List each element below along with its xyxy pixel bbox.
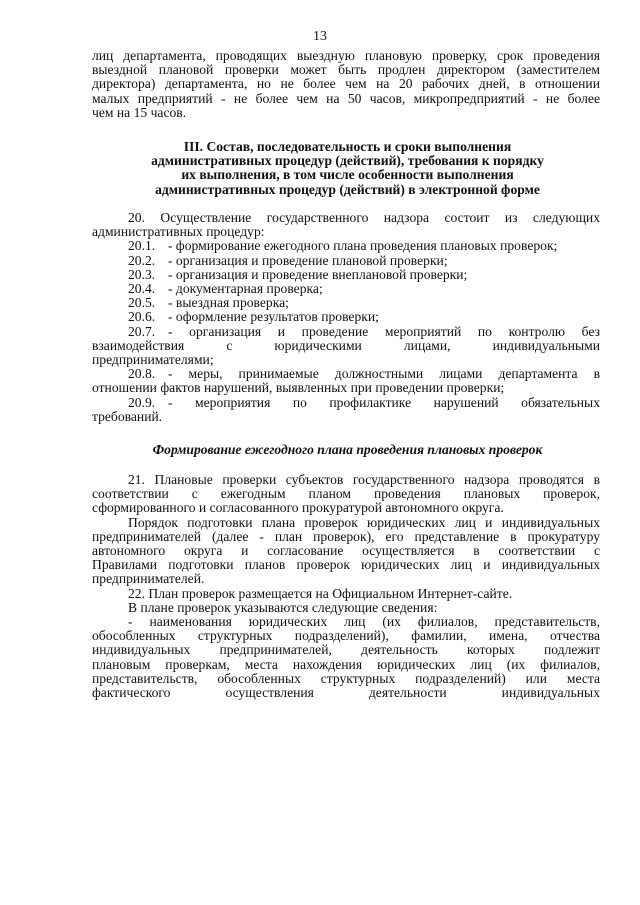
- item-number: 20.9.: [128, 394, 156, 410]
- text-line: требований.: [92, 408, 163, 424]
- heading-line: III. Состав, последовательность и сроки выполнения: [183, 139, 512, 154]
- text-line: лиц департамента, проводящих выездную плановую проверку, срок проведения: [92, 48, 600, 63]
- text-line: выездной плановой проверки может быть продлен директором (заместителем: [92, 62, 600, 78]
- item-text: - оформление результатов проверки;: [168, 309, 379, 325]
- text-line: предпринимателями;: [92, 352, 214, 368]
- text-line: автономного округа и согласование осуществляется в соответствии с: [92, 543, 600, 559]
- text-line: отношении фактов нарушений, выявленных при проведении проверки;: [92, 380, 505, 396]
- text-line: 20. Осуществление государственного надзора состоит из следующих: [128, 210, 600, 225]
- text-line: предпринимателей (далее - план проверок), его представление в прокуратуру: [92, 528, 600, 544]
- item-number: 20.8.: [128, 366, 156, 382]
- item-text: - организация и проведение плановой проверки;: [168, 252, 448, 268]
- page-number: 13: [313, 29, 327, 44]
- text-line: сформированного и согласованного прокуратурой автономного округа.: [92, 500, 504, 516]
- item-number: 20.1.: [128, 238, 156, 254]
- text-line: Порядок подготовки плана проверок юридических лиц и индивидуальных: [128, 514, 600, 530]
- text-line: В плане проверок указываются следующие сведения:: [128, 599, 438, 615]
- item-number: 20.2.: [128, 252, 156, 268]
- text-line: малых предприятий - не более чем на 50 часов, микропредприятий - не более: [92, 90, 600, 106]
- item-number: 20.6.: [128, 309, 156, 325]
- list-item: [92, 325, 600, 339]
- text-line: обособленных структурных подразделений), фамилии, имена, отчества: [92, 628, 600, 644]
- list-item: [92, 254, 600, 268]
- list-item: [92, 310, 600, 324]
- list-item: [92, 396, 600, 410]
- text-line: 21. Плановые проверки субъектов государственного надзора проводятся в: [128, 472, 600, 487]
- list-item: [92, 239, 600, 253]
- item-text: - организация и проведение мероприятий по контролю без: [168, 323, 600, 339]
- text-line: директора) департамента, но не более чем на 20 рабочих дней, в отношении: [92, 76, 600, 92]
- text-line: взаимодействия с юридическими лицами, индивидуальными: [92, 337, 600, 353]
- item-number: 20.3.: [128, 266, 156, 282]
- item-text: - организация и проведение внеплановой проверки;: [168, 266, 468, 282]
- text-line: чем на 15 часов.: [92, 104, 187, 120]
- item-text: - меры, принимаемые должностными лицами департамента в: [168, 366, 600, 382]
- paragraph-20: [92, 211, 600, 424]
- list-item: [92, 268, 600, 282]
- heading-line: их выполнения, в том числе особенности выполнения: [181, 167, 514, 183]
- text-line: - наименования юридических лиц (их филиалов, представительств,: [128, 614, 600, 630]
- item-number: 20.7.: [128, 323, 156, 339]
- subheading: Формирование ежегодного плана проведения плановых проверок: [152, 442, 543, 457]
- list-item: [92, 367, 600, 381]
- text-line: плановым проверкам, места нахождения юридических лиц (их филиалов,: [92, 656, 600, 672]
- heading-line: административных процедур (действий), требования к порядку: [151, 153, 544, 169]
- text-line: предпринимателей.: [92, 571, 205, 587]
- item-number: 20.5.: [128, 295, 156, 311]
- item-number: 20.4.: [128, 281, 156, 297]
- item-text: - мероприятия по профилактике нарушений обязательных: [168, 394, 600, 410]
- text-line: Правилами подготовки планов проверок юридических лиц и индивидуальных: [92, 557, 600, 573]
- text-line: административных процедур:: [92, 224, 265, 240]
- text-line: представительств, обособленных структурных подразделений) или места: [92, 670, 600, 686]
- paragraph-21: [92, 473, 600, 700]
- text-line: соответствии с ежегодным планом проведения плановых проверок,: [92, 486, 600, 502]
- text-line: фактического осуществления деятельности индивидуальных: [92, 685, 600, 701]
- section-heading: [60, 140, 635, 197]
- text-line: 22. План проверок размещается на Официальном Интернет-сайте.: [128, 585, 513, 601]
- item-text: - выездная проверка;: [168, 295, 289, 311]
- list-item: [92, 296, 600, 310]
- text-line: индивидуальных предпринимателей, деятельность которых подлежит: [92, 642, 600, 658]
- heading-line: административных процедур (действий) в электронной форме: [155, 181, 540, 197]
- list-item: [92, 282, 600, 296]
- intro-paragraph: [92, 49, 600, 120]
- item-text: - документарная проверка;: [168, 281, 323, 297]
- item-text: - формирование ежегодного плана проведения плановых проверок;: [168, 238, 558, 254]
